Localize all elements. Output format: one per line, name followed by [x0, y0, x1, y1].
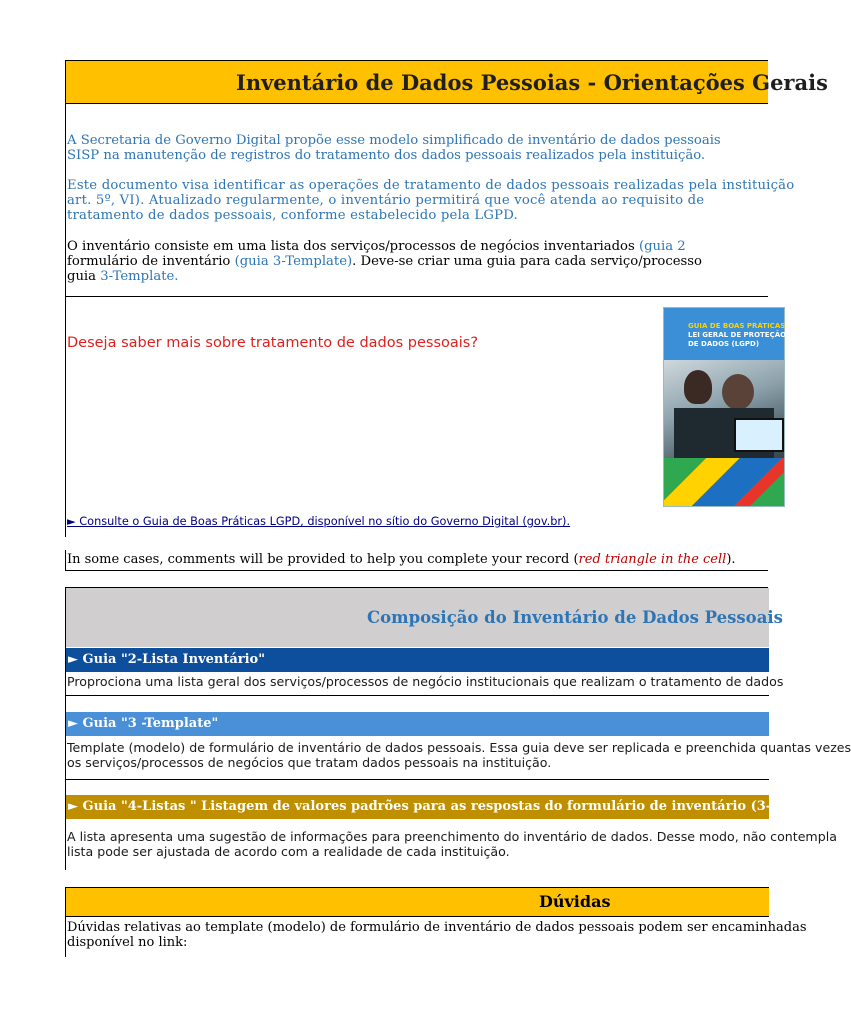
intro-paragraph-2 [67, 178, 794, 223]
doubts-text-line-1: Dúvidas relativas ao template (modelo) de formulário de inventário de dados pessoais podem ser encaminhadas [67, 920, 807, 935]
intro-p2-line-2: art. 5º, VI). Atualizado regularmente, o inventário permitirá que você atenda ao requisito de [67, 193, 705, 208]
guide-listas-desc-line-2: lista pode ser ajustada de acordo com a realidade de cada instituição. [67, 844, 510, 859]
consult-guide-link[interactable]: ► Consulte o Guia de Boas Práticas LGPD, disponível no sítio do Governo Digital (gov.br). [67, 515, 571, 528]
guide-template-desc-line-2: os serviços/processos de negócios que tratam dados pessoais na instituição. [67, 755, 552, 770]
intro-p2-line-3: tratamento de dados pessoais, conforme estabelecido pela LGPD. [67, 208, 518, 223]
composition-section [65, 587, 851, 870]
doubts-text-line-2: disponível no link: [67, 935, 188, 950]
intro-paragraph-3 [67, 239, 702, 284]
guide-listas-desc [66, 829, 837, 859]
comments-note-end: ). [726, 552, 736, 567]
doubts-header: Dúvidas [66, 887, 769, 917]
intro-p2-line-1: Este documento visa identificar as operações de tratamento de dados pessoais realizadas pela instituição [67, 178, 795, 193]
divider [66, 779, 769, 780]
page-title-text: Inventário de Dados Pessoias - Orientações Gerais [236, 70, 828, 95]
guide-listas-desc-line-1: A lista apresenta uma sugestão de informações para preenchimento do inventário de dados. Desse modo, não contempla [67, 829, 837, 844]
guide-template-band[interactable]: ► Guia "3 -Template" [66, 712, 769, 736]
cover-person-icon [684, 370, 712, 404]
intro-section [65, 104, 795, 297]
cover-monitor-icon [734, 418, 784, 452]
intro-paragraph-1 [67, 133, 721, 163]
learn-more-section [65, 297, 787, 537]
guide-3-link[interactable]: (guia 3-Template) [234, 254, 353, 269]
guide-template-desc [66, 740, 851, 770]
comments-highlight: red triangle in the cell [578, 552, 727, 567]
intro-p3-text-a: O inventário consiste em uma lista dos serviços/processos de negócios inventariados [67, 239, 639, 254]
cover-stripes [664, 458, 784, 506]
cover-person-icon [722, 374, 754, 410]
divider [66, 695, 769, 696]
intro-p3-text-d: guia [67, 269, 101, 284]
guide-template-desc-line-1: Template (modelo) de formulário de inventário de dados pessoais. Essa guia deve ser replicada e preenchida quantas vezes [67, 740, 851, 755]
page-title [65, 60, 828, 104]
doubts-section [65, 887, 807, 957]
guide-cover-title [688, 322, 798, 349]
intro-p3-text-c: . Deve-se criar uma guia para cada serviço/processo [352, 254, 703, 269]
guide-lista-inventario-desc: Proprociona uma lista geral dos serviços/processos de negócio institucionais que realizam o tratamento de dados [67, 674, 784, 689]
cover-title-line-3: DE DADOS (LGPD) [688, 340, 760, 348]
guide-2-link[interactable]: (guia 2 [638, 239, 686, 254]
guide-lista-inventario-band[interactable]: ► Guia "2-Lista Inventário" [66, 648, 769, 672]
comments-note-text: In some cases, comments will be provided to help you complete your record ( [67, 552, 579, 567]
template-link[interactable]: 3-Template. [100, 269, 179, 284]
intro-p1-line-1: A Secretaria de Governo Digital propõe esse modelo simplificado de inventário de dados pessoais [67, 133, 721, 148]
learn-more-question: Deseja saber mais sobre tratamento de dados pessoais? [67, 335, 479, 351]
intro-p1-line-2: SISP na manutenção de registros do tratamento dos dados pessoais realizados pela instituição. [67, 148, 706, 163]
cover-title-line-1: GUIA DE BOAS PRÁTICAS [688, 322, 786, 330]
cover-title-line-2: LEI GERAL DE PROTEÇÃO [688, 331, 787, 339]
guide-cover-image[interactable] [663, 307, 785, 507]
doubts-text [67, 920, 807, 950]
guide-listas-band[interactable]: ► Guia "4-Listas " Listagem de valores padrões para as respostas do formulário de inventário (3-Template) [66, 795, 769, 819]
comments-note [65, 550, 768, 571]
intro-p3-text-b: formulário de inventário [67, 254, 235, 269]
composition-header: Composição do Inventário de Dados Pessoais [66, 588, 769, 647]
